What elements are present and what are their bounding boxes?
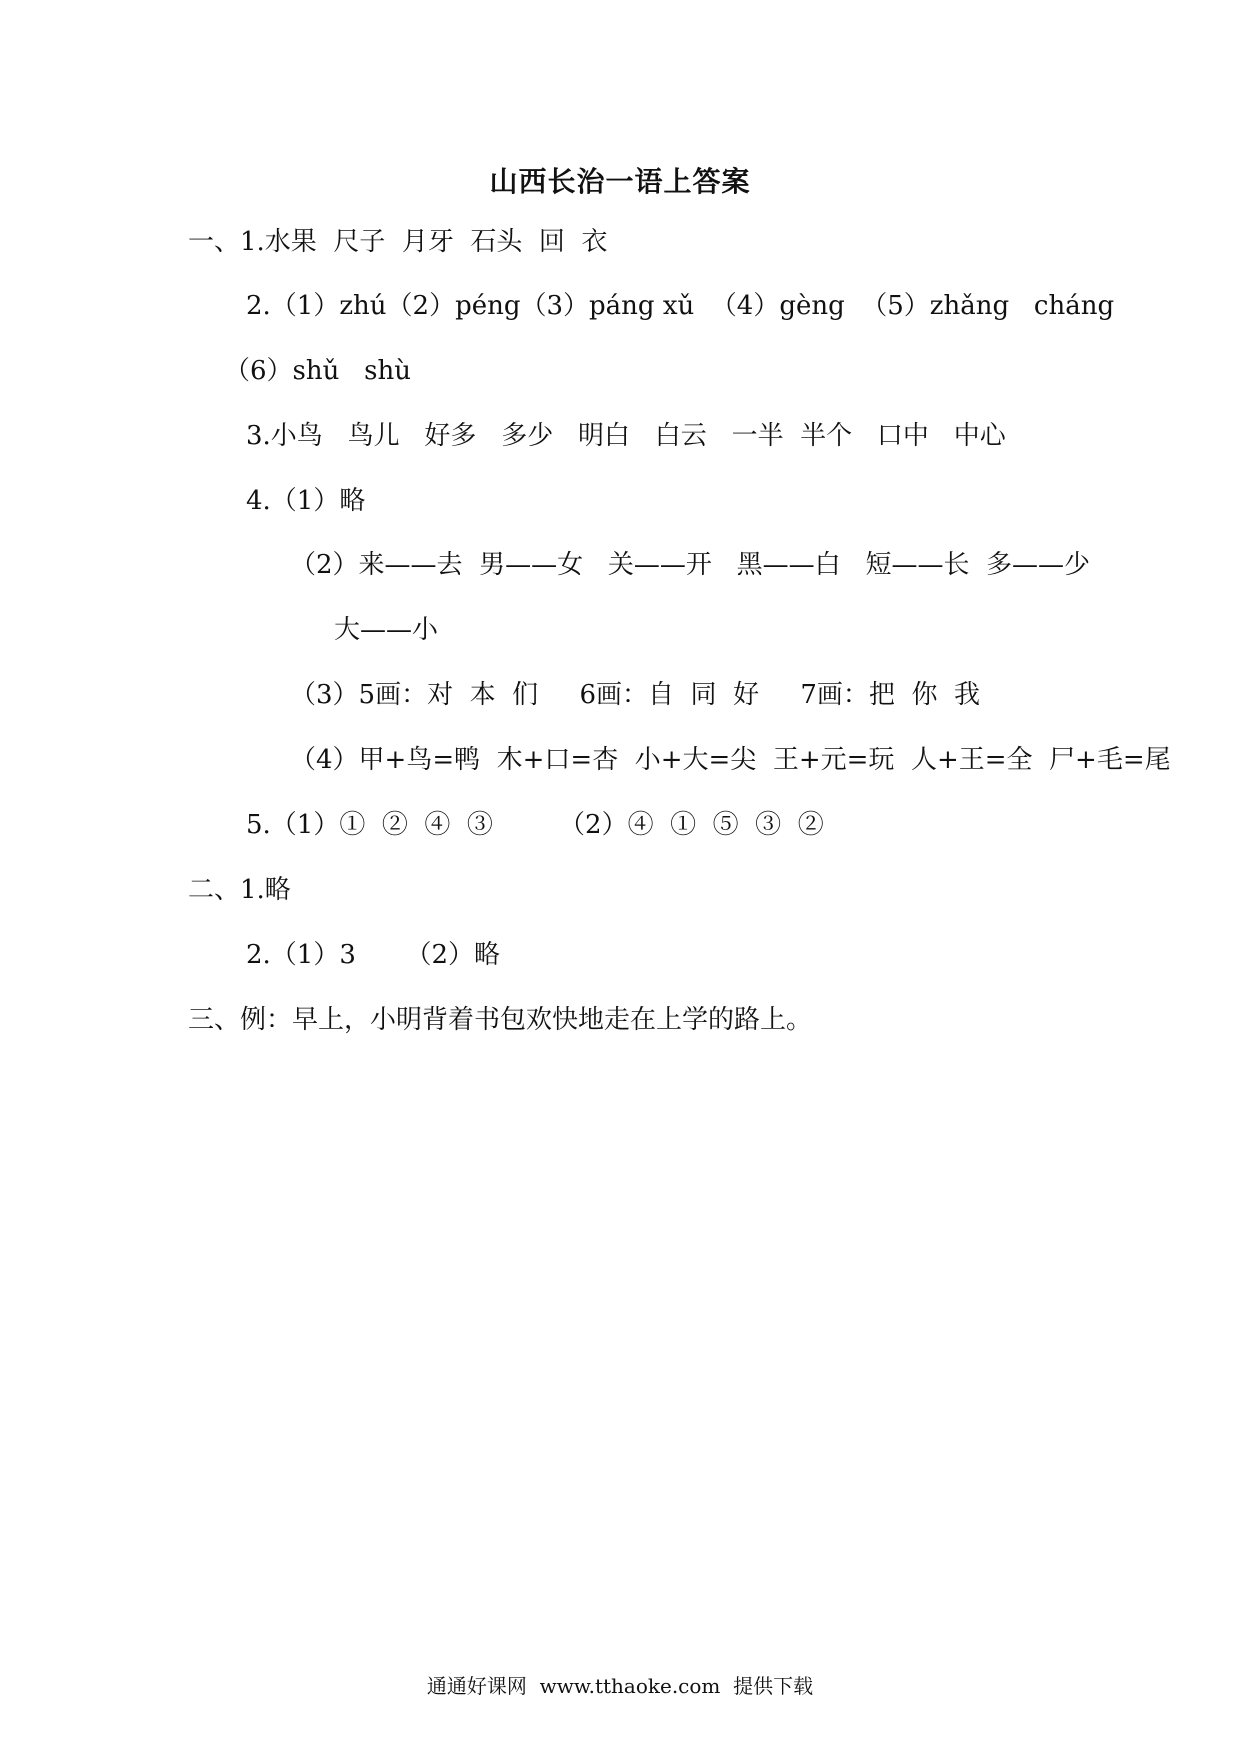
- answer-line-1-3: 3.小鸟 鸟儿 好多 多少 明白 白云 一半 半个 口中 中心: [246, 421, 1006, 451]
- footer-text: 通通好课网 www.tthaoke.com 提供下载: [426, 1674, 814, 1698]
- answer-line-1-4-2-cont: 大——小: [334, 615, 439, 645]
- answer-line-3: 三、例：早上，小明背着书包欢快地走在上学的路上。: [188, 1005, 813, 1035]
- answer-line-1-2-cont: （6）shǔ shù: [224, 356, 412, 386]
- page-title: 山西长治一语上答案: [489, 165, 751, 198]
- answer-line-1-2: 2.（1）zhú（2）péng（3）páng xǔ （4）gèng （5）zhǎng cháng: [246, 291, 1115, 321]
- answer-line-1-5: 5.（1）① ② ④ ③ （2）④ ① ⑤ ③ ②: [246, 810, 824, 840]
- answer-line-2-2: 2.（1）3 （2）略: [246, 940, 501, 970]
- answer-line-1-4-2: （2）来——去 男——女 关——开 黑——白 短——长 多——少: [290, 550, 1090, 580]
- answer-line-1-4-4: （4）甲+鸟=鸭 木+口=杏 小+大=尖 王+元=玩 人+王=全 尸+毛=尾: [290, 745, 1171, 775]
- answer-line-2-1: 二、1.略: [188, 875, 291, 905]
- answer-line-1-4: 4.（1）略: [246, 486, 366, 516]
- answer-line-1-4-3: （3）5画：对 本 们 6画：自 同 好 7画：把 你 我: [290, 680, 980, 710]
- answer-line-1-1: 一、1.水果 尺子 月牙 石头 回 衣: [188, 227, 608, 257]
